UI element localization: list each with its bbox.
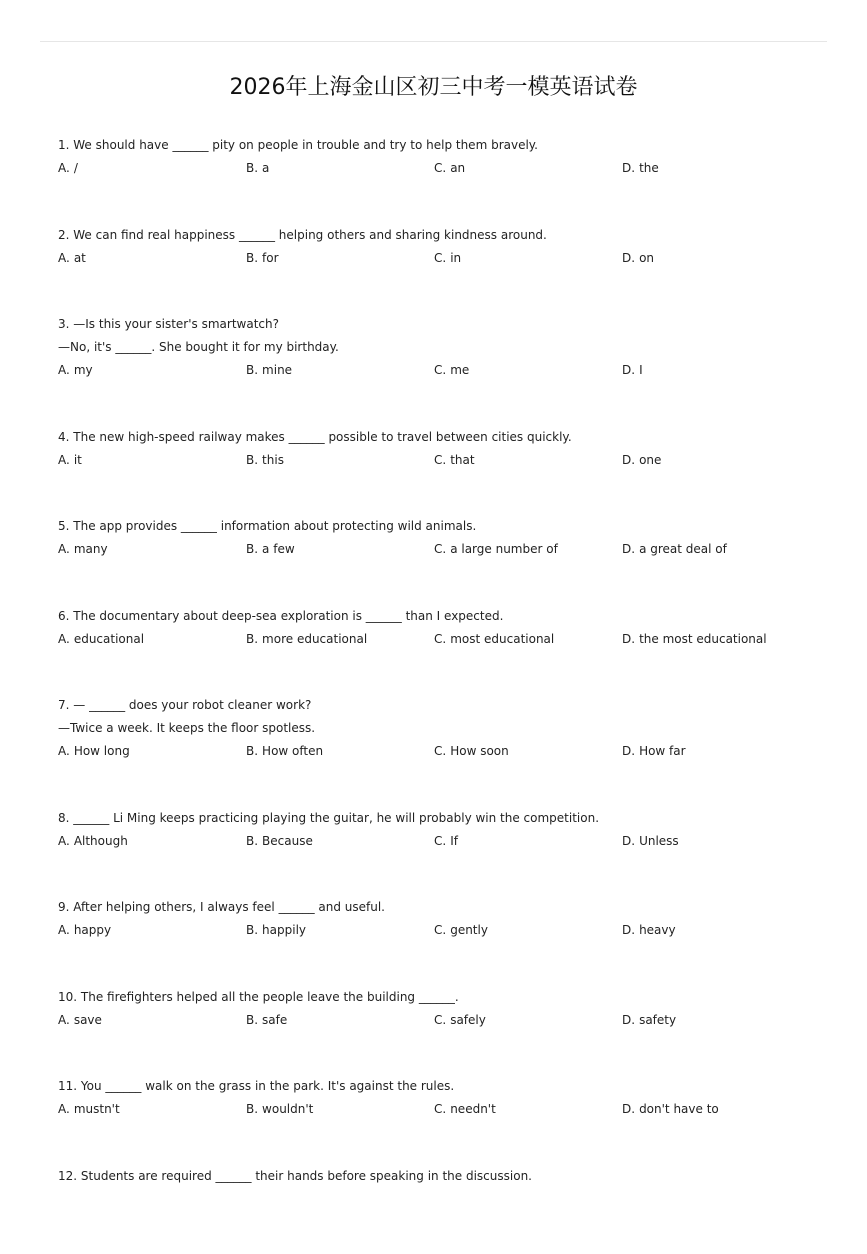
option-letter: D.	[622, 363, 635, 377]
option-text: a great deal of	[639, 542, 727, 556]
option-letter: A.	[58, 632, 70, 646]
option-a	[58, 919, 111, 942]
option-text: me	[450, 363, 469, 377]
option-text: educational	[74, 632, 144, 646]
option-text: an	[450, 161, 465, 175]
option-letter: D.	[622, 923, 635, 937]
question-list	[58, 134, 838, 1254]
option-text: mustn't	[74, 1102, 120, 1116]
option-letter: B.	[246, 161, 258, 175]
option-letter: B.	[246, 1102, 258, 1116]
option-text: many	[74, 542, 108, 556]
option-text: happy	[74, 923, 111, 937]
question-stem-line: —No, it's ______. She bought it for my birthday.	[58, 336, 838, 359]
question-item	[58, 1165, 838, 1254]
option-text: a large number of	[450, 542, 558, 556]
question-item	[58, 896, 838, 986]
option-text: How far	[639, 744, 686, 758]
option-text: save	[74, 1013, 102, 1027]
option-d	[622, 740, 686, 763]
option-c	[434, 247, 461, 270]
question-stem: 2. We can find real happiness ______ helping others and sharing kindness around.	[58, 224, 838, 247]
option-c	[434, 449, 475, 472]
option-letter: D.	[622, 632, 635, 646]
option-b	[246, 247, 279, 270]
option-d	[622, 157, 659, 180]
option-letter: C.	[434, 363, 446, 377]
question-stem-line: —Twice a week. It keeps the floor spotless.	[58, 717, 838, 740]
question-stem: 4. The new high-speed railway makes ______ possible to travel between cities quickly.	[58, 426, 838, 449]
option-text: more educational	[262, 632, 367, 646]
question-item	[58, 426, 838, 516]
option-text: Because	[262, 834, 313, 848]
option-letter: A.	[58, 1013, 70, 1027]
option-text: on	[639, 251, 654, 265]
option-letter: B.	[246, 923, 258, 937]
header-divider	[40, 41, 827, 42]
question-item	[58, 1075, 838, 1165]
option-letter: C.	[434, 251, 446, 265]
option-letter: D.	[622, 251, 635, 265]
option-text: a	[262, 161, 269, 175]
option-letter: A.	[58, 744, 70, 758]
option-letter: B.	[246, 1013, 258, 1027]
option-letter: A.	[58, 1102, 70, 1116]
option-a	[58, 247, 86, 270]
option-letter: C.	[434, 744, 446, 758]
option-letter: A.	[58, 923, 70, 937]
page-title: 2026年上海金山区初三中考一模英语试卷	[0, 70, 867, 106]
option-text: don't have to	[639, 1102, 719, 1116]
question-stem: 7. — ______ does your robot cleaner work?	[58, 694, 838, 717]
option-text: safely	[450, 1013, 486, 1027]
option-c	[434, 628, 554, 651]
option-letter: B.	[246, 453, 258, 467]
answer-options	[58, 157, 838, 180]
option-letter: D.	[622, 834, 635, 848]
question-item	[58, 694, 838, 807]
answer-options	[58, 740, 838, 763]
option-c	[434, 359, 469, 382]
option-letter: A.	[58, 251, 70, 265]
option-c	[434, 830, 458, 853]
option-letter: A.	[58, 363, 70, 377]
option-text: safe	[262, 1013, 287, 1027]
option-letter: B.	[246, 251, 258, 265]
option-c	[434, 157, 465, 180]
option-letter: C.	[434, 632, 446, 646]
option-text: How soon	[450, 744, 509, 758]
option-letter: B.	[246, 542, 258, 556]
answer-options	[58, 830, 838, 853]
option-letter: A.	[58, 161, 70, 175]
option-a	[58, 830, 128, 853]
option-a	[58, 359, 93, 382]
option-text: most educational	[450, 632, 554, 646]
option-text: the	[639, 161, 659, 175]
question-stem: 11. You ______ walk on the grass in the park. It's against the rules.	[58, 1075, 838, 1098]
option-text: mine	[262, 363, 292, 377]
option-letter: D.	[622, 453, 635, 467]
option-a	[58, 740, 130, 763]
option-d	[622, 359, 643, 382]
option-letter: B.	[246, 363, 258, 377]
option-letter: C.	[434, 923, 446, 937]
option-text: it	[74, 453, 82, 467]
option-a	[58, 1098, 120, 1121]
option-text: that	[450, 453, 474, 467]
option-text: heavy	[639, 923, 676, 937]
option-text: my	[74, 363, 93, 377]
option-d	[622, 628, 767, 651]
option-letter: C.	[434, 161, 446, 175]
option-c	[434, 1098, 496, 1121]
option-text: If	[450, 834, 458, 848]
question-item	[58, 224, 838, 314]
option-letter: A.	[58, 542, 70, 556]
option-letter: C.	[434, 1013, 446, 1027]
option-text: in	[450, 251, 461, 265]
option-letter: C.	[434, 834, 446, 848]
option-text: Although	[74, 834, 128, 848]
answer-options	[58, 628, 838, 651]
option-letter: C.	[434, 453, 446, 467]
option-b	[246, 628, 367, 651]
question-stem: 12. Students are required ______ their hands before speaking in the discussion.	[58, 1165, 838, 1188]
question-item	[58, 605, 838, 695]
option-text: How often	[262, 744, 323, 758]
option-letter: D.	[622, 1013, 635, 1027]
option-b	[246, 1009, 287, 1032]
option-letter: C.	[434, 542, 446, 556]
question-item	[58, 134, 838, 224]
option-text: needn't	[450, 1102, 496, 1116]
option-letter: D.	[622, 744, 635, 758]
option-letter: B.	[246, 744, 258, 758]
option-c	[434, 740, 509, 763]
question-stem: 9. After helping others, I always feel ______ and useful.	[58, 896, 838, 919]
question-item	[58, 313, 838, 426]
option-text: the most educational	[639, 632, 767, 646]
question-stem: 1. We should have ______ pity on people in trouble and try to help them bravely.	[58, 134, 838, 157]
option-a	[58, 449, 82, 472]
option-letter: A.	[58, 453, 70, 467]
answer-options	[58, 359, 838, 382]
option-text: this	[262, 453, 284, 467]
option-d	[622, 830, 679, 853]
option-letter: C.	[434, 1102, 446, 1116]
option-text: gently	[450, 923, 488, 937]
option-b	[246, 1098, 313, 1121]
option-letter: A.	[58, 834, 70, 848]
question-item	[58, 986, 838, 1076]
option-a	[58, 628, 144, 651]
option-text: Unless	[639, 834, 679, 848]
option-d	[622, 1009, 676, 1032]
option-text: at	[74, 251, 86, 265]
option-text: happily	[262, 923, 306, 937]
question-stem: 6. The documentary about deep-sea exploration is ______ than I expected.	[58, 605, 838, 628]
answer-options	[58, 449, 838, 472]
question-stem: 8. ______ Li Ming keeps practicing playing the guitar, he will probably win the competition.	[58, 807, 838, 830]
option-text: How long	[74, 744, 130, 758]
question-stem: 10. The firefighters helped all the people leave the building ______.	[58, 986, 838, 1009]
option-letter: D.	[622, 542, 635, 556]
option-text: wouldn't	[262, 1102, 313, 1116]
option-a	[58, 157, 78, 180]
question-stem: 5. The app provides ______ information about protecting wild animals.	[58, 515, 838, 538]
option-a	[58, 538, 108, 561]
option-letter: D.	[622, 1102, 635, 1116]
option-d	[622, 1098, 719, 1121]
option-a	[58, 1009, 102, 1032]
option-d	[622, 919, 676, 942]
question-item	[58, 807, 838, 897]
option-letter: D.	[622, 161, 635, 175]
option-b	[246, 740, 323, 763]
option-d	[622, 449, 661, 472]
option-d	[622, 247, 654, 270]
option-letter: B.	[246, 632, 258, 646]
option-letter: B.	[246, 834, 258, 848]
option-c	[434, 919, 488, 942]
option-text: one	[639, 453, 661, 467]
option-d	[622, 538, 727, 561]
option-text: safety	[639, 1013, 676, 1027]
option-c	[434, 1009, 486, 1032]
option-text: /	[74, 161, 78, 175]
option-b	[246, 830, 313, 853]
answer-options	[58, 247, 838, 270]
answer-options	[58, 1009, 838, 1032]
option-c	[434, 538, 558, 561]
question-item	[58, 515, 838, 605]
option-b	[246, 919, 306, 942]
answer-options	[58, 919, 838, 942]
option-b	[246, 157, 269, 180]
answer-options	[58, 1098, 838, 1121]
answer-options	[58, 538, 838, 561]
option-text: a few	[262, 542, 295, 556]
option-text: I	[639, 363, 643, 377]
question-stem: 3. —Is this your sister's smartwatch?	[58, 313, 838, 336]
option-b	[246, 359, 292, 382]
option-b	[246, 538, 295, 561]
option-text: for	[262, 251, 279, 265]
option-b	[246, 449, 284, 472]
